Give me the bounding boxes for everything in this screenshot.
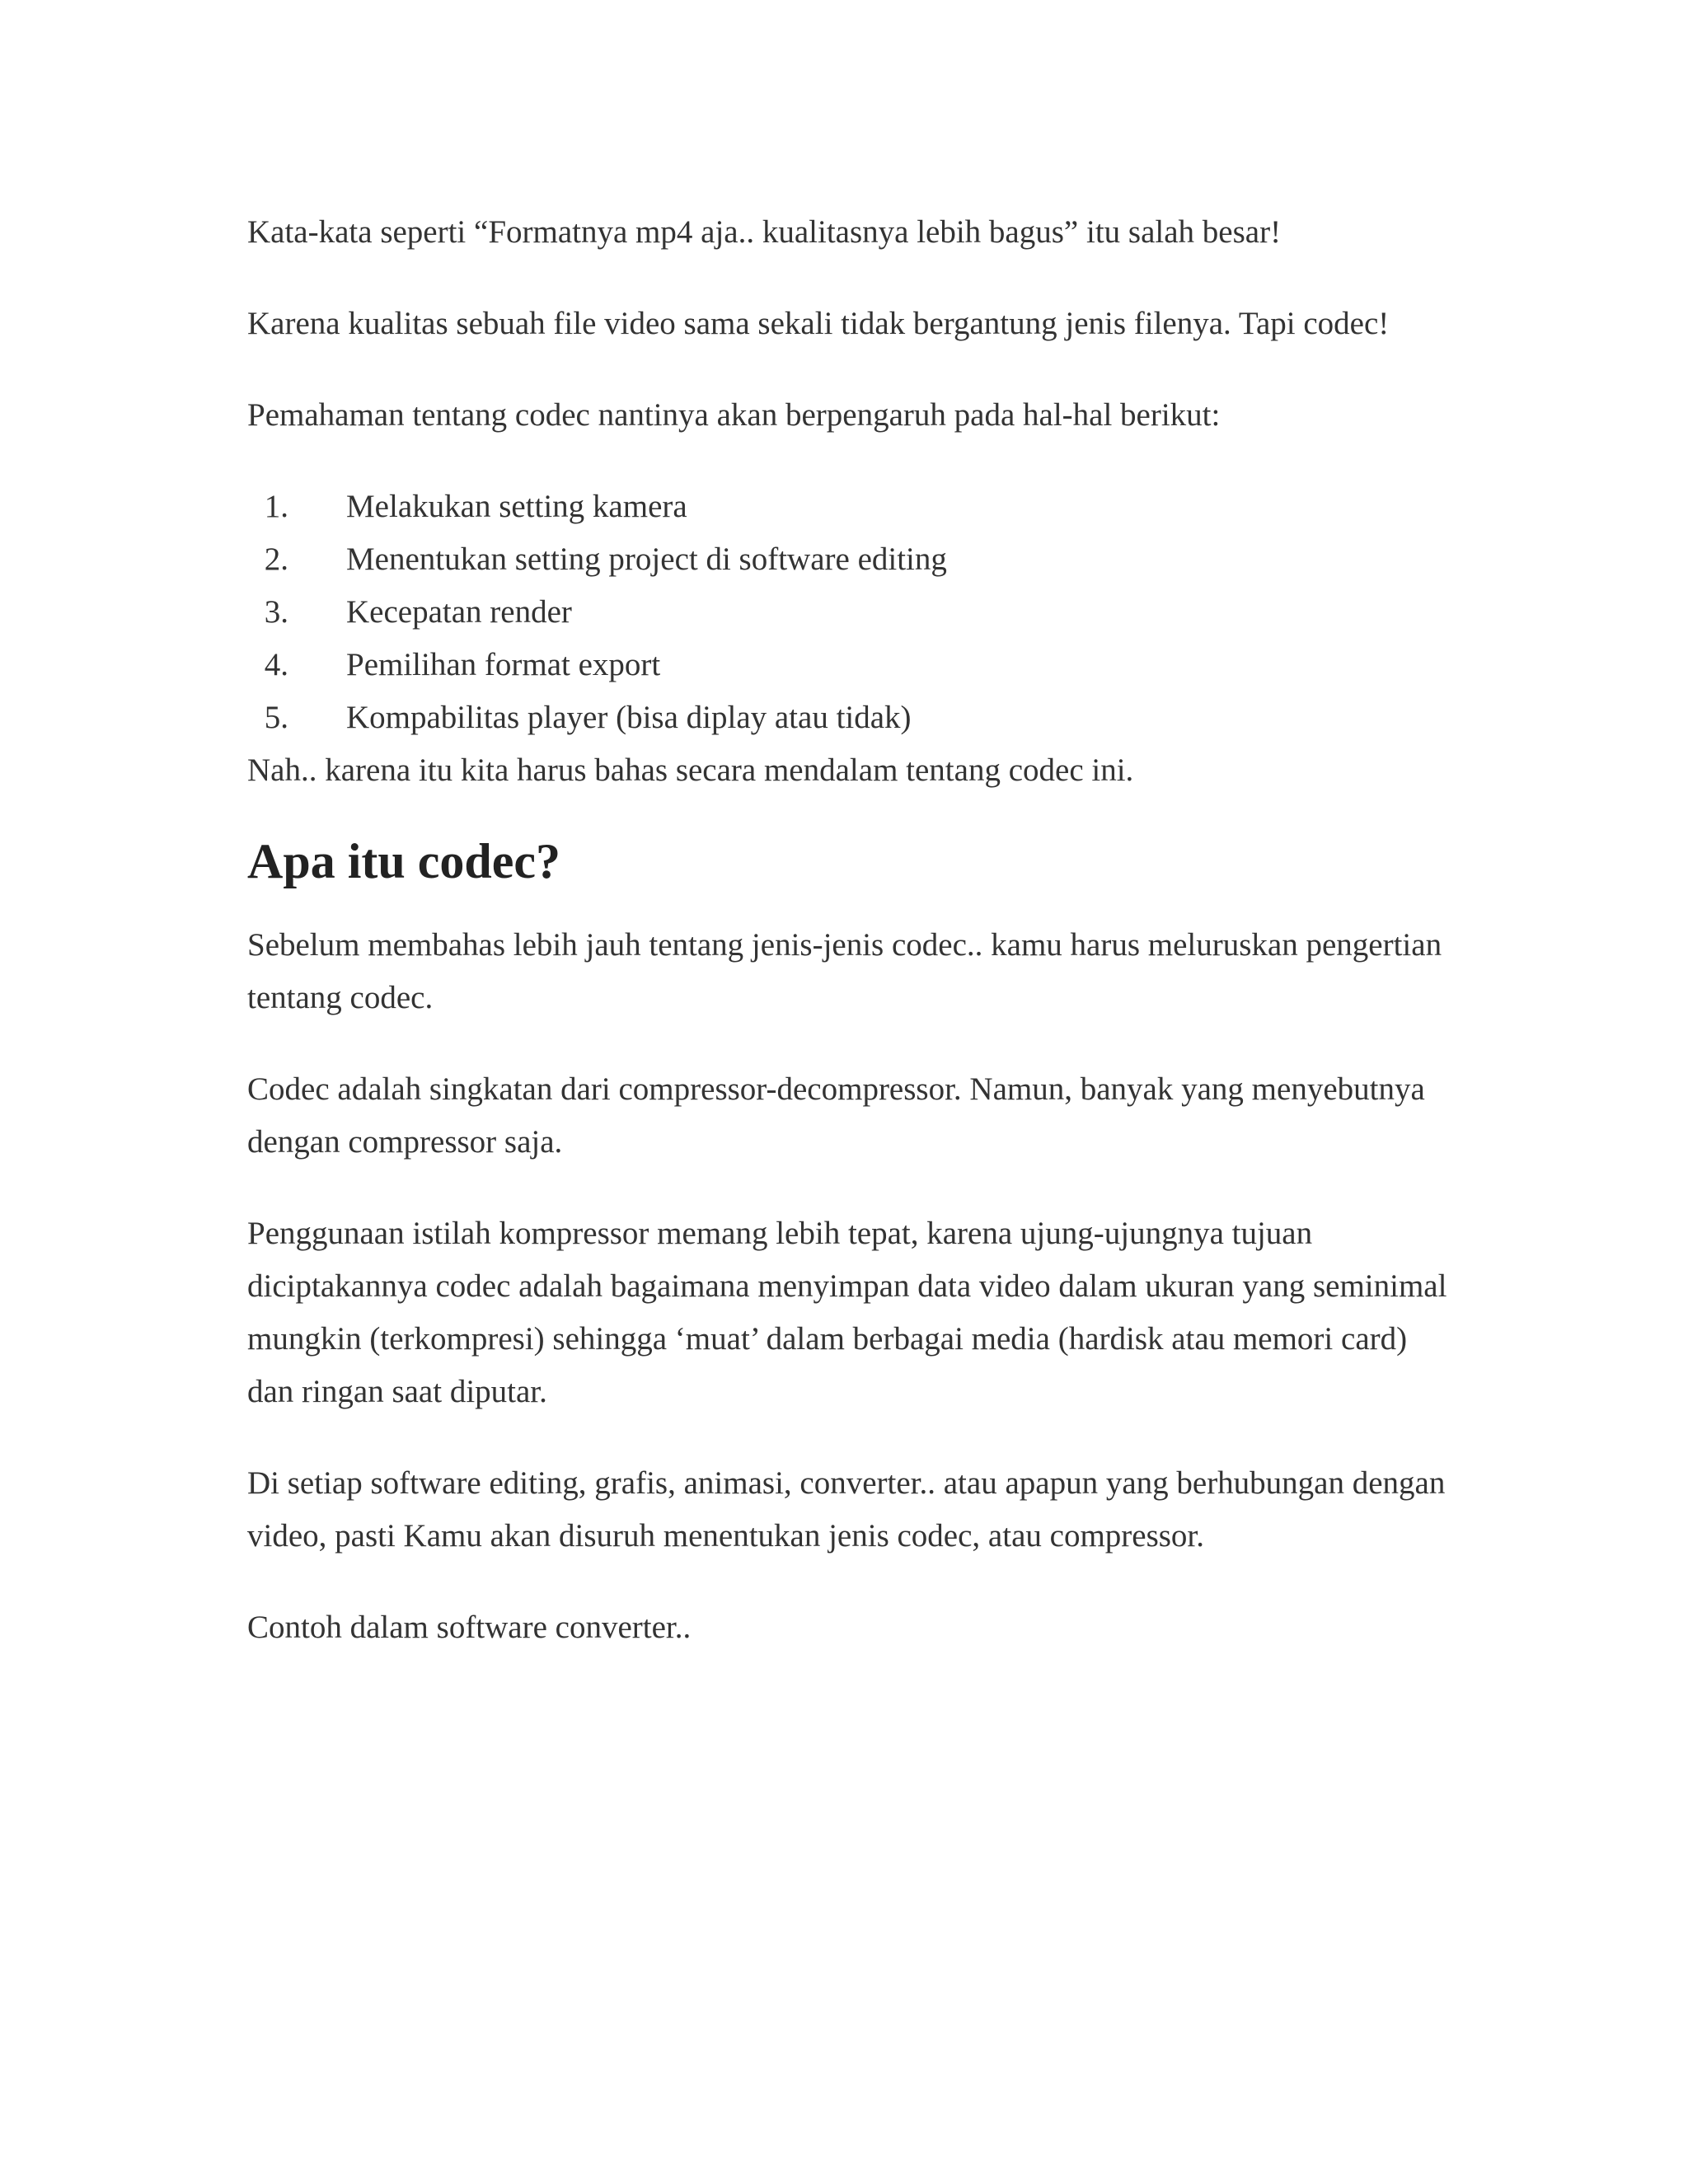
paragraph-body-3: Penggunaan istilah kompressor memang lebih tepat, karena ujung-ujungnya tujuan diciptakannya codec adalah bagaimana menyimpan data video dalam ukuran yang seminimal mungkin (terkompresi) sehingga ‘muat’ dalam berbagai media (hardisk atau memori card) dan ringan saat diputar. bbox=[247, 1216, 1447, 1409]
paragraph-body-1: Sebelum membahas lebih jauh tentang jenis-jenis codec.. kamu harus meluruskan pengertian tentang codec. bbox=[247, 927, 1442, 1015]
paragraph-after-list: Nah.. karena itu kita harus bahas secara mendalam tentang codec ini. bbox=[247, 752, 1134, 788]
list-item bbox=[247, 691, 1451, 744]
list-item-number: 1. bbox=[264, 489, 288, 524]
paragraph-intro-2: Karena kualitas sebuah file video sama sekali tidak bergantung jenis filenya. Tapi codec! bbox=[247, 306, 1390, 341]
list-item bbox=[247, 480, 1451, 533]
list-item bbox=[247, 533, 1451, 586]
paragraph-body-2: Codec adalah singkatan dari compressor-decompressor. Namun, banyak yang menyebutnya dengan compressor saja. bbox=[247, 1071, 1425, 1160]
list-item-text: Kecepatan render bbox=[346, 594, 572, 630]
list-item-text: Melakukan setting kamera bbox=[346, 489, 687, 524]
list-item-text: Menentukan setting project di software editing bbox=[346, 541, 947, 577]
list-item bbox=[247, 639, 1451, 691]
paragraph-intro-1: Kata-kata seperti “Formatnya mp4 aja.. kualitasnya lebih bagus” itu salah besar! bbox=[247, 214, 1282, 250]
list-item-number: 4. bbox=[264, 647, 288, 682]
list-item-number: 5. bbox=[264, 700, 288, 735]
paragraph-body-5: Contoh dalam software converter.. bbox=[247, 1610, 692, 1645]
list-item-number: 2. bbox=[264, 541, 288, 577]
paragraph-intro-3: Pemahaman tentang codec nantinya akan berpengaruh pada hal-hal berikut: bbox=[247, 397, 1221, 433]
section-heading: Apa itu codec? bbox=[247, 834, 560, 888]
list-item bbox=[247, 586, 1451, 639]
list-item-number: 3. bbox=[264, 594, 288, 630]
numbered-list bbox=[247, 480, 1451, 744]
document-page bbox=[247, 206, 1451, 1693]
list-item-text: Kompabilitas player (bisa diplay atau tidak) bbox=[346, 700, 912, 735]
list-item-text: Pemilihan format export bbox=[346, 647, 661, 682]
paragraph-body-4: Di setiap software editing, grafis, animasi, converter.. atau apapun yang berhubungan dengan video, pasti Kamu akan disuruh menentukan jenis codec, atau compressor. bbox=[247, 1465, 1446, 1554]
